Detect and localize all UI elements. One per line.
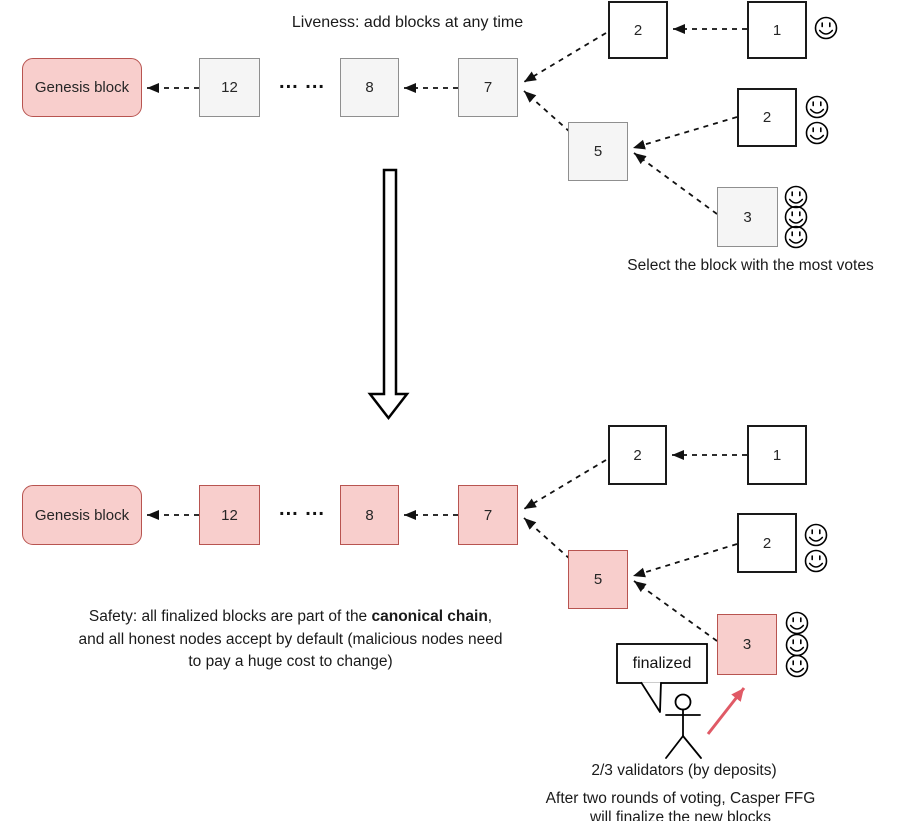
safety-line2: and all honest nodes accept by default (malicious nodes need bbox=[78, 630, 503, 648]
liveness-title: Liveness: add blocks at any time bbox=[291, 14, 524, 31]
smiley-icon bbox=[816, 18, 837, 39]
top-block-5: 5 bbox=[568, 122, 628, 181]
bottom-block-12: 12 bbox=[199, 485, 260, 545]
edge-bottom-5-to-7 bbox=[524, 518, 570, 559]
safety-line3: to pay a huge cost to change) bbox=[188, 653, 393, 670]
safety-line1: Safety: all finalized blocks are part of the canonical chain, bbox=[88, 608, 493, 625]
bottom-chain-ellipsis: ... ... bbox=[279, 498, 325, 520]
top-genesis-block: Genesis block bbox=[22, 58, 142, 117]
bottom-block-3: 3 bbox=[717, 614, 777, 675]
select-most-votes-caption: Select the block with the most votes bbox=[627, 257, 874, 274]
validators-caption: 2/3 validators (by deposits) bbox=[591, 762, 777, 779]
finalize-red-arrow-icon bbox=[708, 688, 744, 734]
smiley-icon bbox=[786, 227, 807, 248]
edge-top-3-to-5 bbox=[634, 153, 717, 214]
top-block-2a: 2 bbox=[608, 1, 668, 59]
casper-footer-line2: will finalize the new blocks bbox=[590, 809, 771, 821]
top-block-1: 1 bbox=[747, 1, 807, 59]
top-block-2b: 2 bbox=[737, 88, 797, 147]
edge-bottom-2b-to-5 bbox=[633, 544, 737, 576]
bottom-block-5: 5 bbox=[568, 550, 628, 609]
bottom-block-2a: 2 bbox=[608, 425, 667, 485]
validator-stick-figure-icon bbox=[666, 695, 701, 759]
top-block-7: 7 bbox=[458, 58, 518, 117]
casper-footer bbox=[528, 789, 833, 821]
casper-footer-line1: After two rounds of voting, Casper FFG bbox=[545, 790, 816, 807]
edge-top-2b-to-5 bbox=[633, 117, 737, 148]
smiley-icon bbox=[806, 551, 827, 572]
big-down-arrow-icon bbox=[370, 170, 407, 418]
bottom-block-7: 7 bbox=[458, 485, 518, 545]
bottom-block-1: 1 bbox=[747, 425, 807, 485]
smiley-icon bbox=[787, 656, 808, 677]
top-block-12: 12 bbox=[199, 58, 260, 117]
edge-bottom-2a-to-7 bbox=[524, 460, 606, 509]
edge-bottom-3-to-5 bbox=[634, 581, 717, 641]
safety-caption bbox=[38, 606, 543, 674]
finalized-bubble-label: finalized bbox=[632, 654, 692, 672]
top-block-8: 8 bbox=[340, 58, 399, 117]
edge-top-2a-to-7 bbox=[524, 33, 606, 82]
bottom-block-2b: 2 bbox=[737, 513, 797, 573]
smiley-icon bbox=[807, 97, 828, 118]
smiley-icon bbox=[807, 123, 828, 144]
top-chain-ellipsis: ... ... bbox=[279, 71, 325, 93]
smiley-icon bbox=[787, 635, 808, 656]
smiley-icon bbox=[786, 207, 807, 228]
bottom-block-8: 8 bbox=[340, 485, 399, 545]
canonical-chain-bold: canonical chain bbox=[371, 608, 488, 625]
smiley-icon bbox=[786, 187, 807, 208]
edge-top-5-to-7 bbox=[524, 91, 570, 132]
bottom-genesis-block: Genesis block bbox=[22, 485, 142, 545]
top-block-3: 3 bbox=[717, 187, 778, 247]
smiley-icon bbox=[806, 525, 827, 546]
smiley-icon bbox=[787, 613, 808, 634]
